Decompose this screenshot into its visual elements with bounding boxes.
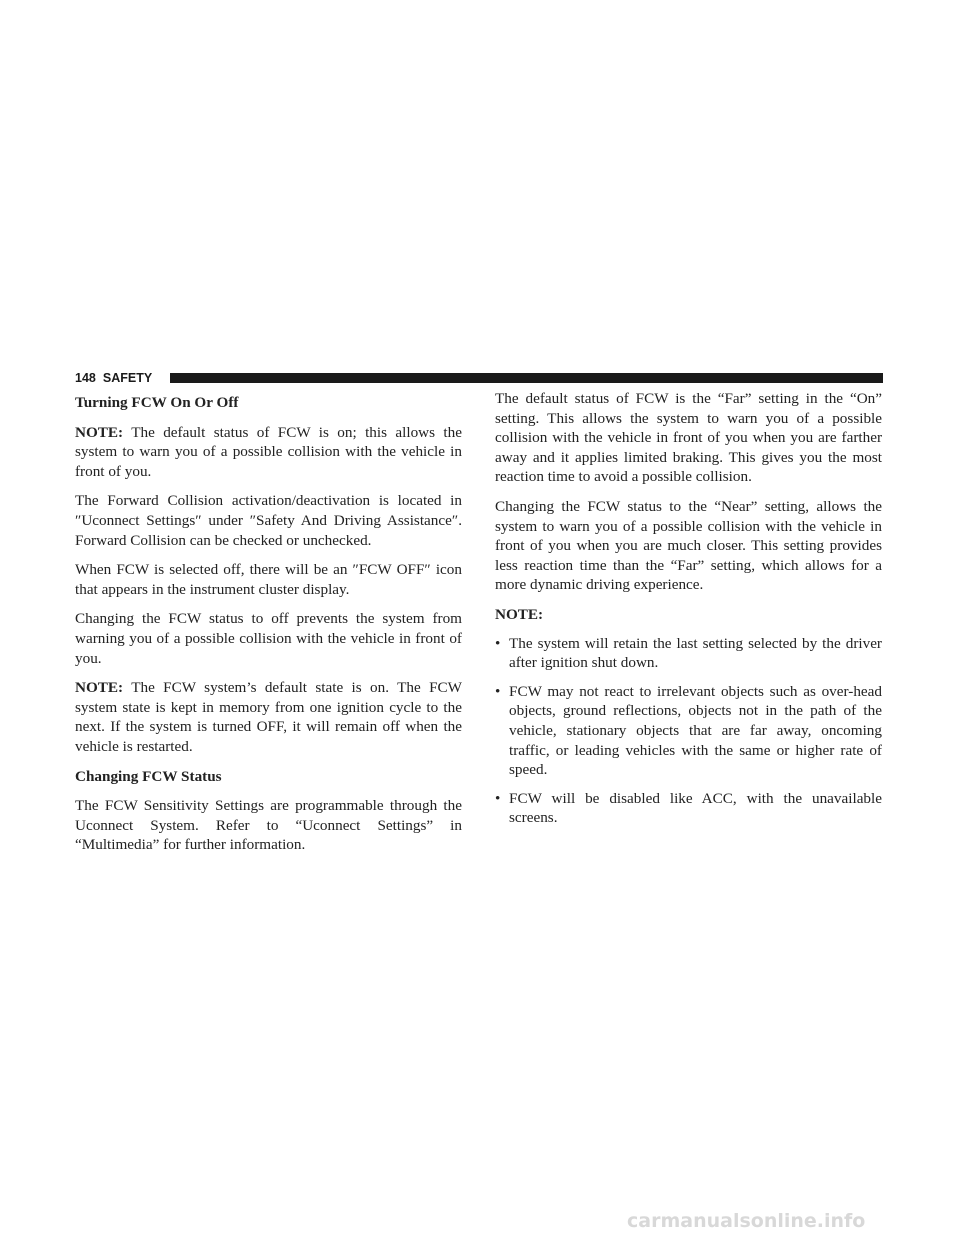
bullet-icon: • — [495, 789, 501, 807]
note-label: NOTE: — [75, 423, 124, 441]
note-text: The FCW system’s default state is on. The FCW system state is kept in memory from one ignition cycle to the next. If the system is turned OFF, it will remain off when the vehicle is restarted. — [75, 679, 462, 755]
left-column — [75, 393, 462, 865]
list-item — [495, 682, 882, 780]
list-item — [495, 789, 882, 828]
paragraph-near-setting: Changing the FCW status to the “Near” setting, allows the system to warn you of a possible collision with the vehicle in front of you when you are much closer. This setting provides less reaction time than the “Far” setting, which allows for a more dynamic driving experience. — [495, 497, 882, 594]
section-title: SAFETY — [102, 371, 153, 385]
list-item — [495, 634, 882, 673]
note-paragraph-2 — [75, 678, 462, 756]
page-number: 148 — [75, 371, 96, 385]
paragraph-far-setting: The default status of FCW is the “Far” setting in the “On” setting. This allows the system to warn you of a possible collision with the vehicle in front of you when you are farther away and it applies limited braking. This gives you the most reaction time to avoid a possible collision. — [495, 390, 882, 486]
list-item-text: FCW will be disabled like ACC, with the unavailable screens. — [509, 789, 882, 827]
note-heading: NOTE: — [495, 605, 544, 623]
paragraph-activation-location: The Forward Collision activation/deactivation is located in ″Uconnect Settings″ under ″Safety And Driving Assistance″. Forward Collision can be checked or unchecked. — [75, 492, 462, 549]
note-text: The default status of FCW is on; this allows the system to warn you of a possible collision with the vehicle in front of you. — [75, 423, 462, 480]
list-item-text: FCW may not react to irrelevant objects such as over-head objects, ground reflections, objects not in the path of the vehicle, stationary objects that are far away, oncoming traffic, or leading vehicles with the same or higher rate of speed. — [509, 682, 882, 779]
heading-changing-fcw-status: Changing FCW Status — [75, 767, 222, 785]
bullet-icon: • — [495, 634, 501, 652]
svg-text:carmanualsonline.info: carmanualsonline.info — [627, 1210, 866, 1232]
note-paragraph-1 — [75, 423, 462, 482]
watermark-logo — [627, 1205, 947, 1235]
heading-turning-fcw: Turning FCW On Or Off — [75, 394, 239, 411]
page-header — [75, 371, 883, 385]
header-label — [75, 371, 152, 385]
bullet-icon: • — [495, 682, 501, 700]
note-label: NOTE: — [75, 679, 124, 697]
header-rule — [170, 373, 883, 383]
right-column — [495, 389, 882, 837]
paragraph-sensitivity-settings: The FCW Sensitivity Settings are programmable through the Uconnect System. Refer to “Uconnect Settings” in “Multimedia” for further information. — [75, 797, 462, 854]
paragraph-fcw-off-icon: When FCW is selected off, there will be an ″FCW OFF″ icon that appears in the instrument cluster display. — [75, 561, 462, 598]
note-bullet-list — [495, 634, 882, 828]
list-item-text: The system will retain the last setting selected by the driver after ignition shut down. — [509, 634, 882, 672]
paragraph-status-off: Changing the FCW status to off prevents the system from warning you of a possible collision with the vehicle in front of you. — [75, 610, 462, 667]
